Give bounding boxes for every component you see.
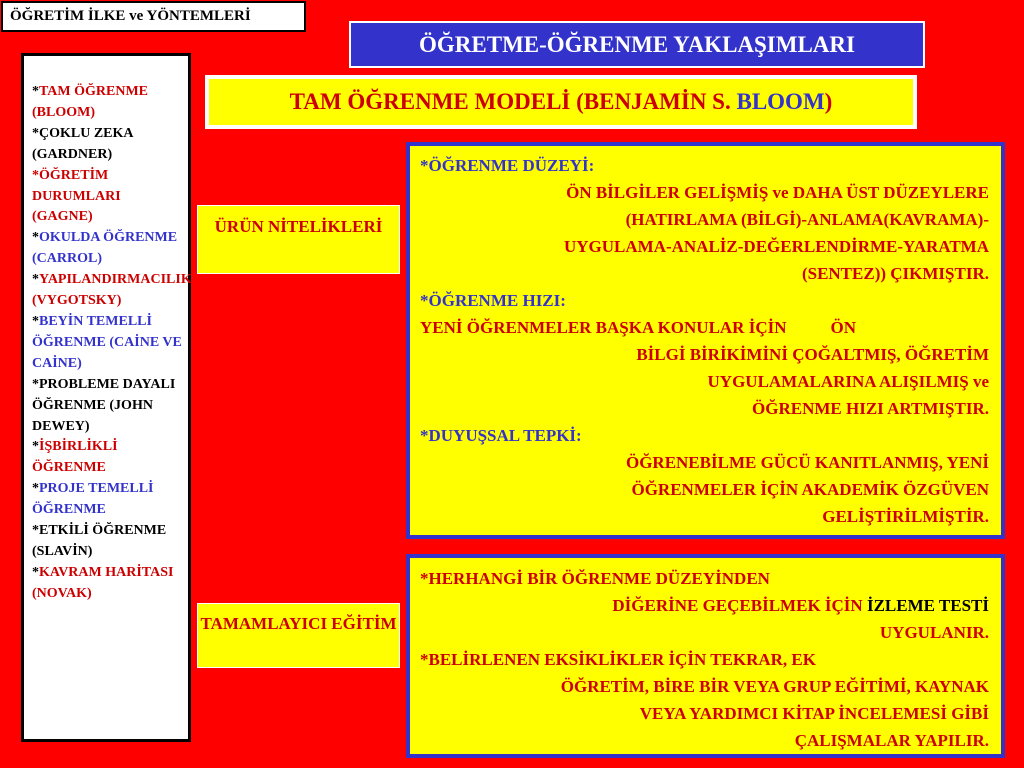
affective-response-heading: *DUYUŞSAL TEPKİ: bbox=[420, 426, 582, 445]
panel-line: YENİ ÖĞRENMELER BAŞKA KONULAR İÇİN ÖN bbox=[420, 318, 856, 337]
panel-line: VEYA YARDIMCI KİTAP İNCELEMESİ GİBİ bbox=[639, 704, 989, 723]
panel-line: (SENTEZ)) ÇIKMIŞTIR. bbox=[801, 264, 989, 283]
panel-line: BİLGİ BİRİKİMİNİ ÇOĞALTMIŞ, ÖĞRETİM bbox=[636, 345, 989, 364]
panel-line: ÖĞRETİM, BİRE BİR VEYA GRUP EĞİTİMİ, KAYNAK bbox=[560, 677, 989, 696]
panel-line: ÖĞRENME HIZI ARTMIŞTIR. bbox=[752, 399, 989, 418]
list-item: *PROJE TEMELLİ ÖĞRENME bbox=[32, 481, 154, 518]
list-item: *İŞBİRLİKLİ ÖĞRENME bbox=[32, 439, 118, 476]
list-item: *ETKİLİ ÖĞRENME (SLAVİN) bbox=[32, 523, 167, 559]
panel-line: UYGULANIR. bbox=[879, 623, 989, 642]
list-item: *ÇOKLU ZEKA (GARDNER) bbox=[32, 125, 133, 162]
panel-line: GELİŞTİRİLMİŞTİR. bbox=[822, 507, 989, 526]
course-title-text: ÖĞRETİM İLKE ve YÖNTEMLERİ bbox=[10, 8, 251, 24]
model-title bbox=[205, 75, 917, 129]
slide-title-text: ÖĞRETME-ÖĞRENME YAKLAŞIMLARI bbox=[419, 32, 855, 57]
panel-line: UYGULAMALARINA ALIŞILMIŞ ve bbox=[707, 372, 989, 391]
product-qualities-label bbox=[197, 205, 400, 274]
list-item: *TAM ÖĞRENME (BLOOM) bbox=[32, 84, 149, 120]
list-item: *OKULDA ÖĞRENME (CARROL) bbox=[32, 230, 178, 267]
complementary-education-label bbox=[197, 603, 400, 668]
model-title-red: TAM ÖĞRENME MODELİ (BENJAMİN S. bbox=[289, 89, 737, 114]
model-title-close: ) bbox=[824, 89, 833, 114]
product-qualities-panel bbox=[406, 142, 1005, 539]
list-item: *ÖĞRETİM DURUMLARI (GAGNE) bbox=[32, 167, 121, 225]
course-title-label bbox=[1, 1, 306, 32]
product-qualities-text: ÜRÜN NİTELİKLERİ bbox=[214, 217, 383, 236]
panel-line: ÖĞRENEBİLME GÜCÜ KANITLANMIŞ, YENİ bbox=[625, 453, 989, 472]
panel-line: DİĞERİNE GEÇEBİLMEK İÇİN İZLEME TESTİ bbox=[612, 596, 989, 615]
list-item: *PROBLEME DAYALI ÖĞRENME (JOHN DEWEY) bbox=[32, 376, 176, 434]
monitoring-test-highlight: İZLEME TESTİ bbox=[866, 596, 989, 615]
approaches-list bbox=[21, 53, 191, 742]
panel-line: UYGULAMA-ANALİZ-DEĞERLENDİRME-YARATMA bbox=[563, 237, 989, 256]
panel-line: (HATIRLAMA (BİLGİ)-ANLAMA(KAVRAMA)- bbox=[625, 210, 989, 229]
panel-line: *HERHANGİ BİR ÖĞRENME DÜZEYİNDEN bbox=[420, 569, 770, 588]
list-item: *BEYİN TEMELLİ ÖĞRENME (CAİNE VE CAİNE) bbox=[32, 313, 182, 371]
complementary-education-panel bbox=[406, 554, 1005, 758]
panel-line: ÇALIŞMALAR YAPILIR. bbox=[794, 731, 989, 750]
panel-line: ÖĞRENMELER İÇİN AKADEMİK ÖZGÜVEN bbox=[631, 480, 989, 499]
complementary-education-text: TAMAMLAYICI EĞİTİM bbox=[200, 614, 397, 633]
panel-line: *BELİRLENEN EKSİKLİKLER İÇİN TEKRAR, EK bbox=[420, 650, 816, 669]
list-item: *YAPILANDIRMACILIK (VYGOTSKY) bbox=[32, 272, 192, 309]
learning-speed-heading: *ÖĞRENME HIZI: bbox=[420, 291, 566, 310]
slide-title bbox=[349, 21, 925, 68]
learning-level-heading: *ÖĞRENME DÜZEYİ: bbox=[420, 156, 595, 175]
model-title-blue: BLOOM bbox=[736, 89, 825, 114]
panel-line: ÖN BİLGİLER GELİŞMİŞ ve DAHA ÜST DÜZEYLERE bbox=[566, 183, 989, 202]
list-item: *KAVRAM HARİTASI (NOVAK) bbox=[32, 564, 174, 601]
